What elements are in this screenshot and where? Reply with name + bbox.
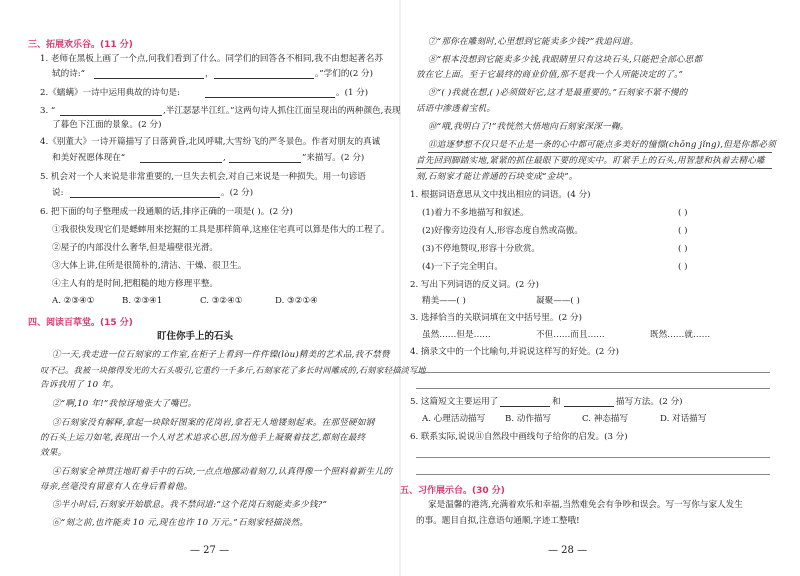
qa1-item-3: (3)不停地赞叹,形容十分欣赏。	[422, 244, 541, 254]
q4-blank-2[interactable]	[229, 162, 301, 163]
qa3-option-3[interactable]: 既然……就……	[650, 330, 711, 340]
qa2-stem: 2. 写出下列词语的反义词。(2 分)	[410, 280, 539, 290]
para-11-line2: 首先回到脚踏实地,紧紧的抓住最眼下要的现实中。盯紧手上的石头,用智慧和执着去精心雕	[416, 156, 765, 166]
section3-heading: 三、拓展欢乐谷。(11 分)	[28, 40, 133, 50]
section5-prompt-line1: 家是温馨的港湾,充满着欢乐和幸福,当然难免会有争吵和误会。写一写你与家人发生	[428, 500, 743, 510]
q4-prefix: 和美好祝愿体现在“	[52, 153, 126, 163]
para-3-line1: ③石刻家没有解释,拿起一块除好图案的花岗岩,拿若无人地镂刻起来。在那竖硬如钢	[52, 418, 375, 428]
q6-option-b[interactable]: B. ②③④1	[122, 296, 163, 306]
para-3-line3: 效果。	[40, 448, 67, 458]
para-9-line2: 话语中渗透着宝机。	[416, 104, 496, 114]
para-9-line1: ⑨“( )我就在想,( )必须做好它,这才是最重要的。”石刻家不紧不慢的	[428, 88, 688, 98]
qa1-answer-2[interactable]: ( )	[678, 226, 688, 236]
para-1-line3: 告诉我用了 10 年。	[40, 380, 119, 390]
qa5-blank-1[interactable]	[500, 406, 550, 407]
para-8-line2: 放在它上面。至于它最终的商业价值,那不是我一个人所能决定的了。”	[416, 70, 684, 80]
q1-prefix: 轼的诗:“	[52, 69, 86, 79]
qa3-stem: 3. 选择恰当的关联词填在文中括号里。(2 分)	[410, 313, 582, 323]
q2-suffix: 。(1 分)	[336, 88, 369, 98]
para-5: ⑤半小时后,石刻家开始歇息。我不禁问道:“这个花岗石刻能卖多少钱?”	[52, 500, 328, 510]
q2-blank[interactable]	[205, 97, 335, 98]
q1-comma: ，	[205, 69, 214, 79]
para-7: ⑦“那你在雕刻时,心里想到它能卖多少钱?”我追问道。	[428, 37, 639, 47]
qa5-option-a[interactable]: A. 心理活动描写	[422, 414, 486, 424]
q4-suffix: ”来描写。(2 分)	[302, 153, 365, 163]
para-1-line2: 叹不已。我被一块擦得发光的大石头吸引,它重约一千多斤,石刻家花了多长时间雕成的,石刻家轻描淡写地	[40, 365, 426, 375]
page-number-left: — 27 —	[190, 545, 230, 556]
qa4-answer-line-2[interactable]	[416, 388, 770, 389]
para-1-line1: ①一天,我走进一位石刻家的工作室,在柜子上看到一件件镍(lòu)精美的艺术品,我不禁赞	[52, 350, 390, 360]
q1-line1: 1. 老师在黑板上画了一个点,问我们看到了什么。同学们的回答各不相同,我不由想起著名苏	[40, 54, 383, 64]
q6-sentence-3: ③大体上讲,住所是很简朴的,清洁、干燥、很卫生。	[52, 261, 247, 271]
qa6-answer-line-1[interactable]	[416, 457, 770, 458]
qa1-answer-4[interactable]: ( )	[678, 262, 688, 272]
q5-blank[interactable]	[70, 197, 220, 198]
reading-title: 盯住你手上的石头	[157, 331, 234, 342]
para-2: ②“啊,10 年!”我惊讶地张大了嘴巴。	[52, 399, 197, 409]
q5-prefix: 说:	[52, 188, 64, 198]
para-11-line1: ⑪追逐梦想不仅只是不止是一条的心中都可能点多美好的憧憬(chōng jǐng),但是你都必须	[428, 140, 776, 150]
q3-blank[interactable]	[60, 115, 162, 116]
qa5-and: 和	[552, 397, 561, 407]
q1-blank-1[interactable]	[94, 78, 204, 79]
para-8-line1: ⑧“根本没想到它能卖多少钱,我眼睛里只有这块石头,只能把全部心思都	[428, 55, 703, 65]
q1-blank-2[interactable]	[214, 78, 314, 79]
q6-stem: 6. 把下面的句子整理成一段通顺的话,排序正确的一项是( )。(2 分)	[40, 207, 293, 217]
qa6-stem: 6. 联系实际,说说⑪自然段中画线句子给你的启发。(3 分)	[410, 432, 628, 442]
q6-option-c[interactable]: C. ③②④①	[200, 296, 243, 306]
q6-sentence-4: ④主人有的是时间,把粗糙的地方修理平整。	[52, 279, 219, 289]
q6-sentence-1: ①我很快发现它们是蟋蟀用来挖掘的工具是那样简单,这座住宅真可以算是伟大的工程了。	[52, 225, 390, 235]
q2-text: 2.《蠕螨》一诗中运用典故的诗句是:	[40, 88, 181, 98]
page-number-right: — 28 —	[548, 545, 588, 556]
q4-line1: 4.《别董大》一诗开篇描写了日落黄昏,北风呼啸,大雪纷飞的严冬景色。作者对朋友的真诚	[40, 137, 381, 147]
qa5-suffix: 描写方法。(2 分)	[616, 397, 683, 407]
q3-line2: 了暮色下江面的景象。(2 分)	[52, 120, 162, 130]
qa3-option-2[interactable]: 不但……而且……	[536, 330, 605, 340]
qa1-answer-3[interactable]: ( )	[678, 244, 688, 254]
para-11-line3: 刻,石刻家才能让普通的石块变成“金块”。	[416, 172, 578, 182]
qa5-blank-2[interactable]	[564, 406, 614, 407]
para-6: ⑥“刻之前,也许能卖 10 元,现在也许 10 万元。”石刻家轻描淡然。	[52, 518, 309, 528]
q4-blank-1[interactable]	[140, 162, 222, 163]
q5-suffix: 。(2 分)	[221, 188, 254, 198]
qa1-answer-1[interactable]: ( )	[678, 208, 688, 218]
qa2-pair-2[interactable]: 凝聚——( )	[536, 296, 580, 306]
qa1-stem: 1. 根据词语意思从文中找出相应的词语。(4 分)	[410, 190, 591, 200]
qa5-option-d[interactable]: D. 对话描写	[660, 414, 707, 424]
q3-prefix: 3. “	[40, 106, 56, 116]
para-3-line2: 的石头上运刀如笔,表现出一个人对艺术追求心思,因为他手上凝聚着技艺,都刻在最终	[40, 433, 366, 443]
qa2-pair-1[interactable]: 精美——( )	[422, 296, 466, 306]
q6-option-d[interactable]: D. ③②①④	[275, 296, 318, 306]
qa4-stem: 4. 摘录文中的一个比喻句,并说说这样写的好处。(2 分)	[410, 347, 620, 357]
para-11-underline-1	[428, 152, 772, 153]
qa1-item-2: (2)好像旁边没有人,形容态度自然或高傲。	[422, 226, 583, 236]
qa5-option-c[interactable]: C. 神态描写	[582, 414, 629, 424]
q6-sentence-2: ②屋子的内部没什么奢华,但是墙壁很光滑。	[52, 243, 219, 253]
qa6-answer-line-2[interactable]	[416, 474, 770, 475]
q1-suffix: 。”学们的(2 分)	[315, 69, 373, 79]
section5-prompt-line2: 的事。题目自拟,注意语句通顺,字迹工整哦!	[416, 516, 580, 526]
q5-line1: 5. 机会对一个人来说是非常重要的,一旦失去机会,对自己来说是一种损失。用一句谚语	[40, 172, 366, 182]
qa5-prefix: 5. 这篇短文主要运用了	[410, 397, 499, 407]
para-4-line2: 母亲,丝毫没有留意有人在身后看着他。	[40, 482, 193, 492]
qa4-answer-line-1[interactable]	[416, 372, 770, 373]
qa1-item-4: (4)一下子完全明白。	[422, 262, 503, 272]
para-4-line1: ④石刻家全神贯注地盯着手中的石块,一点点地挪动着刻刀,认真得像一个照料着新生儿的	[52, 467, 393, 477]
qa5-option-b[interactable]: B. 动作描写	[505, 414, 552, 424]
q6-option-a[interactable]: A. ②③④①	[52, 296, 95, 306]
para-10: ⑩“哦,我明白了!”我恍然大悟地向石刻家深深一鞠。	[428, 122, 629, 132]
q3-text: ,半江瑟瑟半江红。”这两句诗人抓住江面呈现出的两种颜色,表现	[163, 106, 401, 116]
qa1-item-1: (1)着力不多地描写和叙述。	[422, 208, 529, 218]
section4-heading: 四、阅读百草堂。(15 分)	[28, 318, 133, 328]
para-11-underline-2	[416, 168, 772, 169]
section5-heading: 五、习作展示台。(30 分)	[400, 486, 505, 496]
q4-comma: ,	[223, 153, 226, 163]
right-page	[400, 0, 800, 576]
qa3-option-1[interactable]: 虽然……但是……	[422, 330, 491, 340]
